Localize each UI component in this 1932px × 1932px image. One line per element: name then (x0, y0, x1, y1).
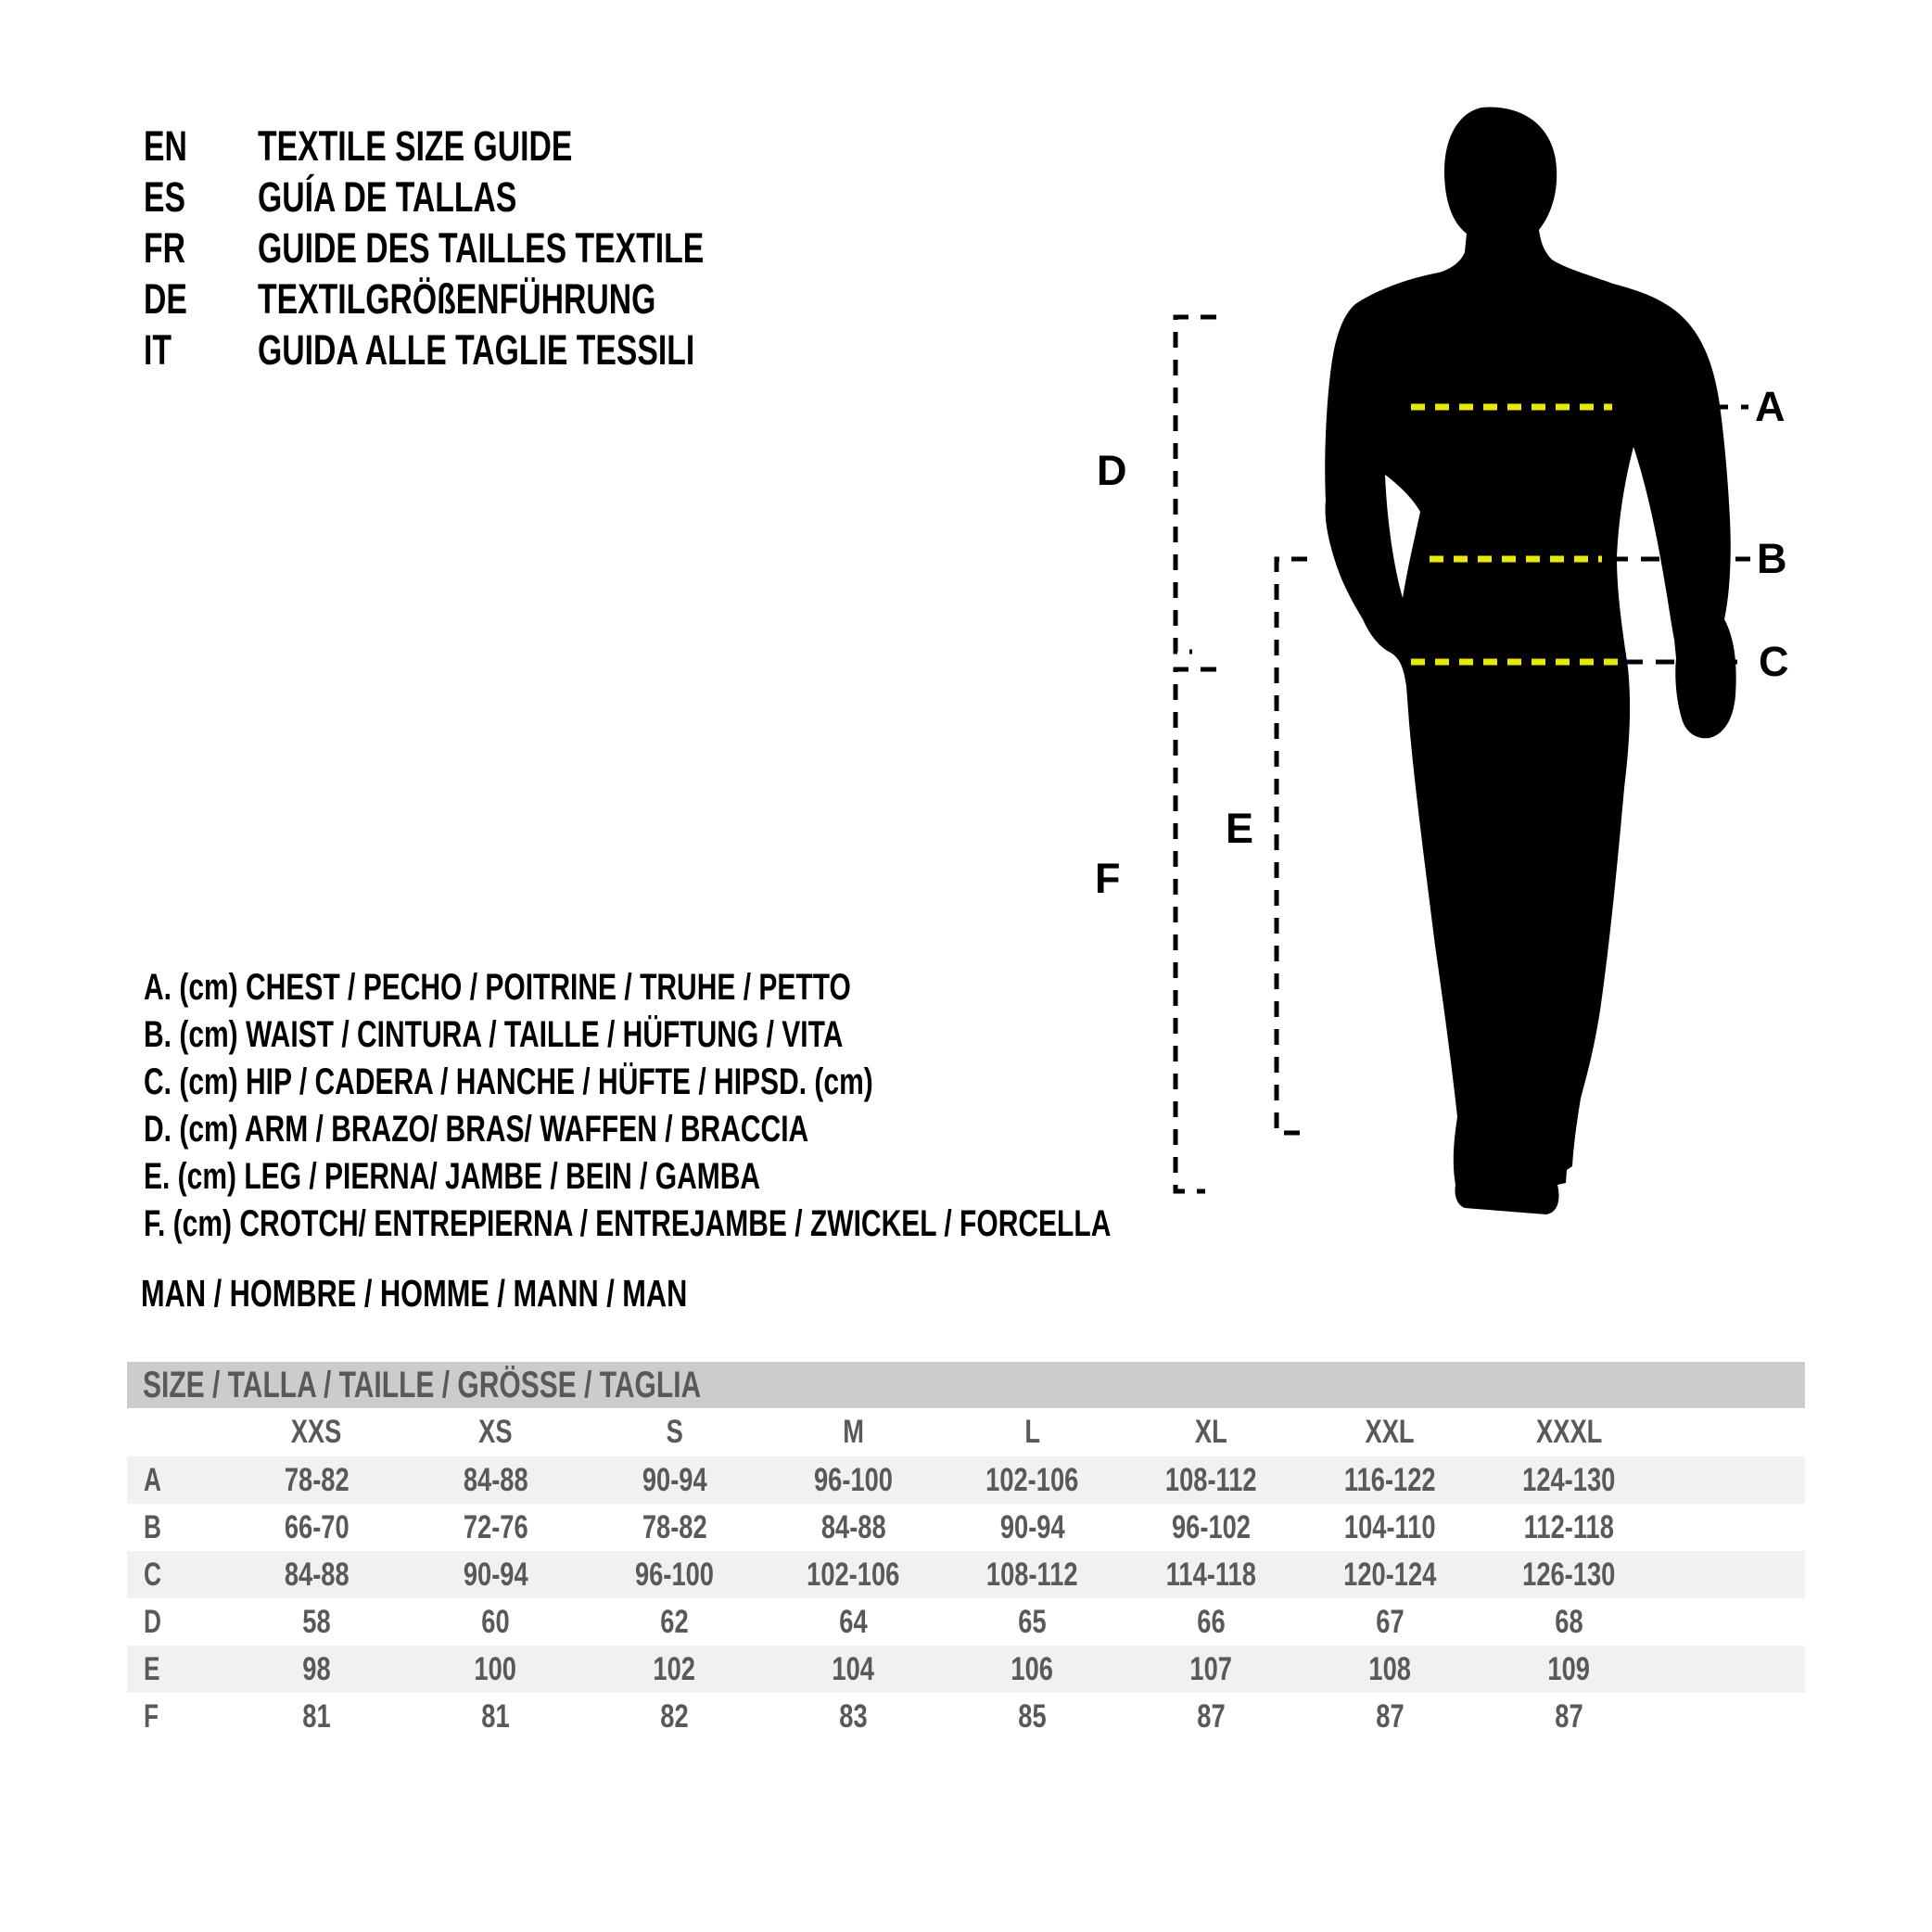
column-header: XS (478, 1414, 513, 1450)
cell: 112-118 (1523, 1509, 1615, 1545)
cell: 64 (839, 1604, 868, 1640)
guide-title: GUÍA DE TALLAS (258, 173, 517, 221)
column-header: XXS (291, 1414, 342, 1450)
measure-line-d (1176, 317, 1216, 652)
measure-line-f (1176, 669, 1216, 1191)
cell: 104-110 (1344, 1509, 1436, 1545)
table-row-f (127, 1693, 1805, 1740)
legend-line-f: F. (cm) CROTCH/ ENTREPIERNA / ENTREJAMBE / ZWICKEL / FORCELLA (144, 1203, 1112, 1244)
language-code: DE (144, 275, 187, 323)
cell: 90-94 (642, 1462, 707, 1498)
legend-line-d: D. (cm) ARM / BRAZO/ BRAS/ WAFFEN / BRACCIA (144, 1109, 809, 1150)
row-label: F (144, 1698, 159, 1735)
cell: 108 (1368, 1651, 1412, 1687)
cell: 78-82 (284, 1462, 350, 1498)
cell: 116-122 (1344, 1462, 1436, 1498)
cell: 98 (302, 1651, 331, 1687)
language-row (144, 121, 853, 172)
row-label: A (144, 1462, 161, 1498)
cell: 100 (474, 1651, 517, 1687)
cell: 109 (1547, 1651, 1591, 1687)
cell: 126-130 (1522, 1557, 1616, 1593)
cell: 96-102 (1171, 1509, 1251, 1545)
figure-label-b: B (1757, 535, 1787, 582)
language-row (144, 172, 853, 222)
cell: 85 (1018, 1698, 1047, 1735)
language-row (144, 324, 853, 375)
cell: 84-88 (463, 1462, 528, 1498)
table-row-d (127, 1598, 1805, 1646)
legend-line-c: C. (cm) HIP / CADERA / HANCHE / HÜFTE / HIPSD. (cm) (144, 1061, 873, 1102)
legend-line-a: A. (cm) CHEST / PECHO / POITRINE / TRUHE / PETTO (144, 967, 851, 1008)
column-header: XL (1195, 1414, 1227, 1450)
cell: 108-112 (1165, 1462, 1257, 1498)
column-header: L (1024, 1414, 1040, 1450)
cell: 108-112 (986, 1557, 1078, 1593)
cell: 107 (1189, 1651, 1233, 1687)
cell: 96-100 (813, 1462, 893, 1498)
table-row-c (127, 1551, 1805, 1598)
language-code: IT (144, 326, 172, 374)
column-header: M (843, 1414, 864, 1450)
man-silhouette (1325, 108, 1735, 1214)
measure-line-e (1277, 559, 1307, 1133)
row-label: C (144, 1557, 161, 1593)
cell: 83 (839, 1698, 868, 1735)
guide-title: GUIDE DES TAILLES TEXTILE (258, 224, 705, 272)
language-row (144, 273, 853, 324)
cell: 78-82 (642, 1509, 707, 1545)
column-header: XXL (1365, 1414, 1416, 1450)
cell: 84-88 (820, 1509, 886, 1545)
cell: 87 (1555, 1698, 1583, 1735)
cell: 84-88 (284, 1557, 350, 1593)
cell: 124-130 (1522, 1462, 1616, 1498)
cell: 60 (481, 1604, 510, 1640)
row-label: D (144, 1604, 161, 1640)
cell: 102 (653, 1651, 696, 1687)
cell: 66-70 (284, 1509, 350, 1545)
table-row-a (127, 1456, 1805, 1504)
cell: 90-94 (463, 1557, 528, 1593)
figure-label-d: D (1097, 447, 1127, 494)
size-guide-figure (1066, 74, 1932, 1307)
guide-title: GUIDA ALLE TAGLIE TESSILI (258, 326, 695, 374)
row-label: E (144, 1651, 160, 1687)
cell: 96-100 (634, 1557, 714, 1593)
cell: 106 (1010, 1651, 1054, 1687)
row-label: B (144, 1509, 161, 1545)
cell: 62 (660, 1604, 689, 1640)
size-header-row (127, 1408, 1805, 1456)
language-code: ES (144, 173, 186, 221)
cell: 104 (832, 1651, 875, 1687)
legend-line-b: B. (cm) WAIST / CINTURA / TAILLE / HÜFTUNG / VITA (144, 1014, 844, 1055)
language-title-list (144, 121, 853, 375)
size-table (127, 1362, 1805, 1740)
cell: 58 (302, 1604, 331, 1640)
table-row-e (127, 1646, 1805, 1693)
column-header: S (666, 1414, 683, 1450)
cell: 102-106 (807, 1557, 900, 1593)
column-header: XXXL (1535, 1414, 1603, 1450)
cell: 72-76 (463, 1509, 528, 1545)
cell: 120-124 (1343, 1557, 1437, 1593)
language-code: EN (144, 122, 187, 170)
cell: 82 (660, 1698, 689, 1735)
cell: 90-94 (999, 1509, 1065, 1545)
language-code: FR (144, 224, 185, 272)
cell: 81 (481, 1698, 510, 1735)
cell: 102-106 (985, 1462, 1079, 1498)
guide-title: TEXTILGRÖßENFÜHRUNG (258, 275, 656, 323)
cell: 67 (1376, 1604, 1405, 1640)
figure-label-f: F (1095, 855, 1121, 902)
legend-line-e: E. (cm) LEG / PIERNA/ JAMBE / BEIN / GAMBA (144, 1156, 761, 1197)
table-row-b (127, 1504, 1805, 1551)
category-title: MAN / HOMBRE / HOMME / MANN / MAN (141, 1272, 688, 1315)
cell: 87 (1197, 1698, 1226, 1735)
figure-label-c: C (1759, 638, 1789, 685)
figure-label-a: A (1755, 383, 1786, 430)
language-row (144, 222, 853, 273)
cell: 68 (1555, 1604, 1583, 1640)
cell: 87 (1376, 1698, 1405, 1735)
figure-label-e: E (1226, 805, 1254, 852)
cell: 81 (302, 1698, 331, 1735)
guide-title: TEXTILE SIZE GUIDE (258, 122, 573, 170)
size-table-header-bar: SIZE / TALLA / TAILLE / GRÖSSE / TAGLIA (127, 1362, 1805, 1408)
cell: 66 (1197, 1604, 1226, 1640)
size-table-grid (127, 1408, 1805, 1740)
cell: 65 (1018, 1604, 1047, 1640)
cell: 114-118 (1165, 1557, 1257, 1593)
